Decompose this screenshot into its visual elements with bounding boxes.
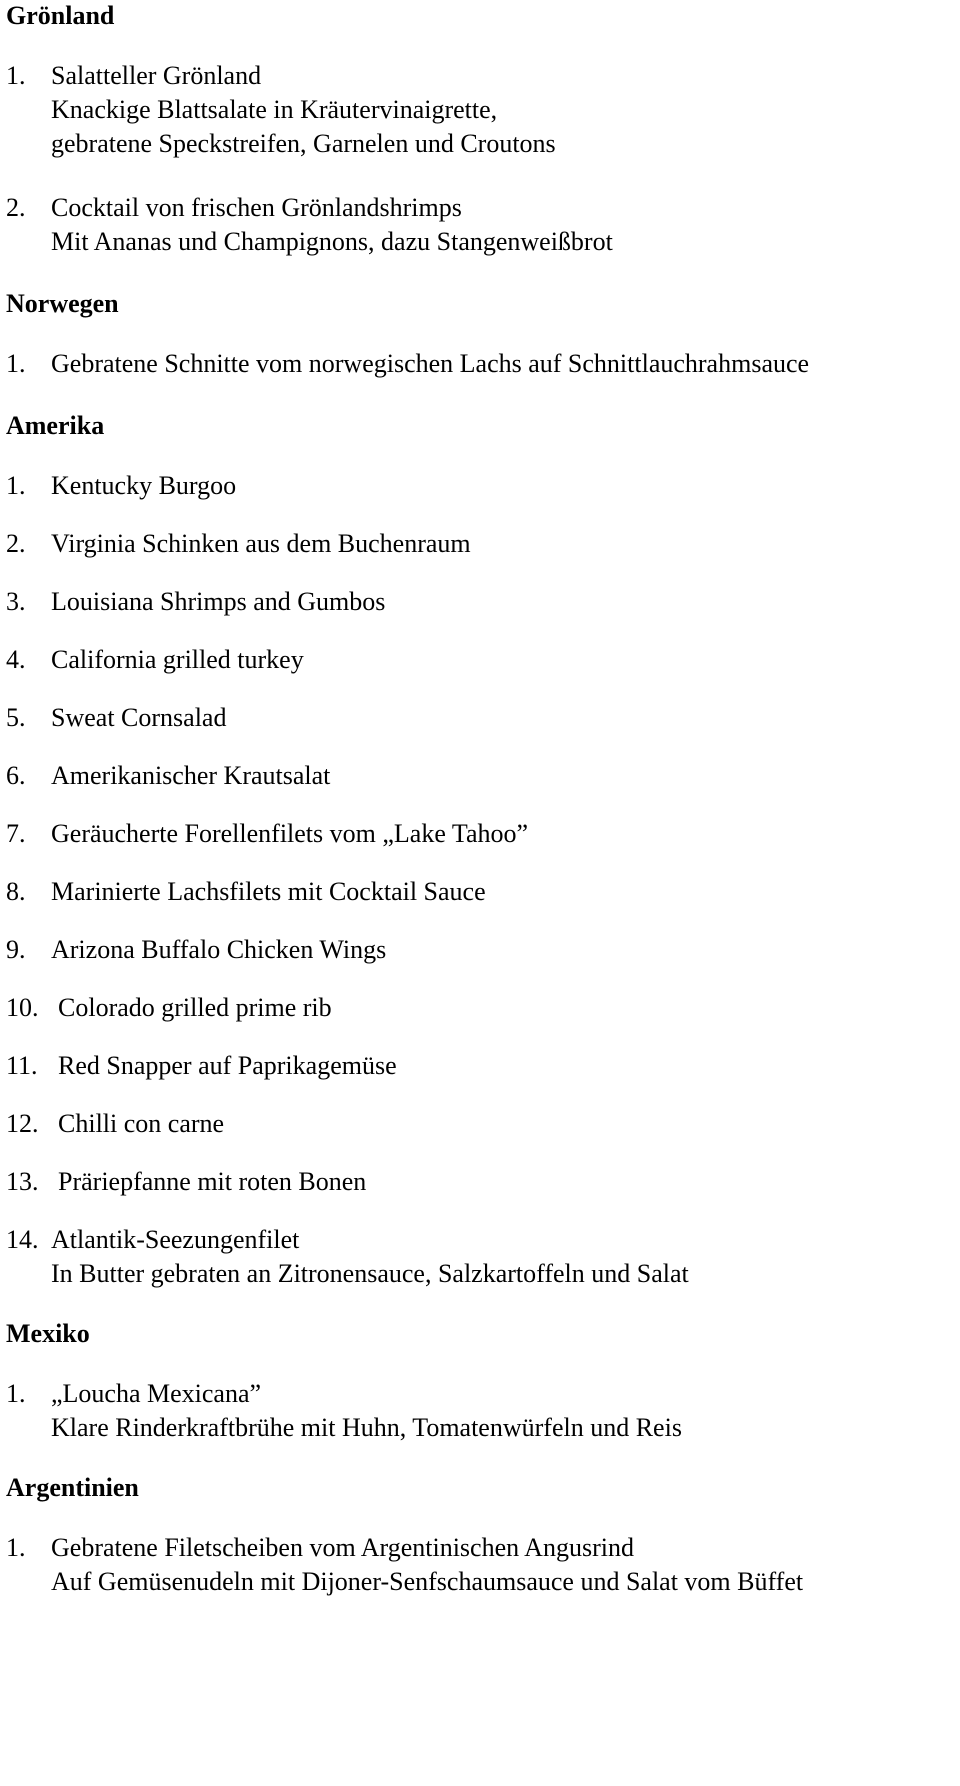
menu-item [6,1531,960,1599]
item-title: Gebratene Schnitte vom norwegischen Lachs auf Schnittlauchrahmsauce [51,349,810,378]
item-description: In Butter gebraten an Zitronensauce, Salzkartoffeln und Salat [51,1259,689,1288]
menu-item [6,1223,960,1291]
item-title: Präriepfanne mit roten Bonen [58,1167,367,1196]
section-argentinien [6,1473,960,1599]
menu-item [6,469,960,503]
item-title: Red Snapper auf Paprikagemüse [58,1051,397,1080]
item-description: Knackige Blattsalate in Kräutervinaigrette, [51,95,498,124]
item-title: Cocktail von frischen Grönlandshrimps [51,193,462,222]
menu-item [6,933,960,967]
menu-item [6,59,960,161]
item-number: 12. [6,1109,39,1138]
item-title: Sweat Cornsalad [51,703,227,732]
menu-item [6,527,960,561]
menu-item [6,191,960,259]
item-number: 10. [6,993,39,1022]
section-heading: Amerika [6,411,105,440]
item-number: 11. [6,1051,38,1080]
section-heading: Norwegen [6,289,119,318]
item-number: 1. [6,1533,26,1562]
item-title: Geräucherte Forellenfilets vom „Lake Tahoo” [51,819,529,848]
menu-item [6,817,960,851]
menu-item [6,759,960,793]
menu-item [6,1165,960,1199]
item-number: 3. [6,587,26,616]
item-number: 13. [6,1167,39,1196]
item-description: gebratene Speckstreifen, Garnelen und Croutons [51,129,556,158]
menu-item [6,1107,960,1141]
menu-item [6,643,960,677]
menu-item [6,1377,960,1445]
item-title: Virginia Schinken aus dem Buchenraum [51,529,471,558]
item-title: Colorado grilled prime rib [58,993,332,1022]
item-title: Marinierte Lachsfilets mit Cocktail Sauce [51,877,486,906]
item-number: 1. [6,1379,26,1408]
menu-item [6,347,960,381]
item-title: Gebratene Filetscheiben vom Argentinischen Angusrind [51,1533,634,1562]
item-number: 6. [6,761,26,790]
item-number: 4. [6,645,26,674]
section-heading: Argentinien [6,1473,139,1502]
item-number: 9. [6,935,26,964]
item-description: Klare Rinderkraftbrühe mit Huhn, Tomatenwürfeln und Reis [51,1413,682,1442]
section-heading: Grönland [6,1,115,30]
section-norwegen [6,289,960,381]
item-description: Mit Ananas und Champignons, dazu Stangenweißbrot [51,227,613,256]
item-title: California grilled turkey [51,645,304,674]
item-number: 14. [6,1225,39,1254]
item-number: 7. [6,819,26,848]
section-heading: Mexiko [6,1319,90,1348]
item-title: Salatteller Grönland [51,61,262,90]
item-title: Louisiana Shrimps and Gumbos [51,587,386,616]
item-number: 1. [6,61,26,90]
menu-item [6,701,960,735]
item-title: Kentucky Burgoo [51,471,237,500]
item-number: 2. [6,529,26,558]
item-description: Auf Gemüsenudeln mit Dijoner-Senfschaumsauce und Salat vom Büffet [51,1567,804,1596]
menu-item [6,585,960,619]
item-number: 1. [6,471,26,500]
section-mexiko [6,1319,960,1445]
item-number: 1. [6,349,26,378]
section-groenland [6,0,960,259]
item-title: Chilli con carne [58,1109,225,1138]
item-title: Arizona Buffalo Chicken Wings [51,935,387,964]
item-title: Atlantik-Seezungenfilet [51,1225,300,1254]
menu-item [6,991,960,1025]
menu-item [6,1049,960,1083]
item-title: „Loucha Mexicana” [51,1379,262,1408]
menu-item [6,875,960,909]
item-title: Amerikanischer Krautsalat [51,761,331,790]
item-number: 5. [6,703,26,732]
item-number: 2. [6,193,26,222]
section-amerika [6,411,960,1291]
item-number: 8. [6,877,26,906]
